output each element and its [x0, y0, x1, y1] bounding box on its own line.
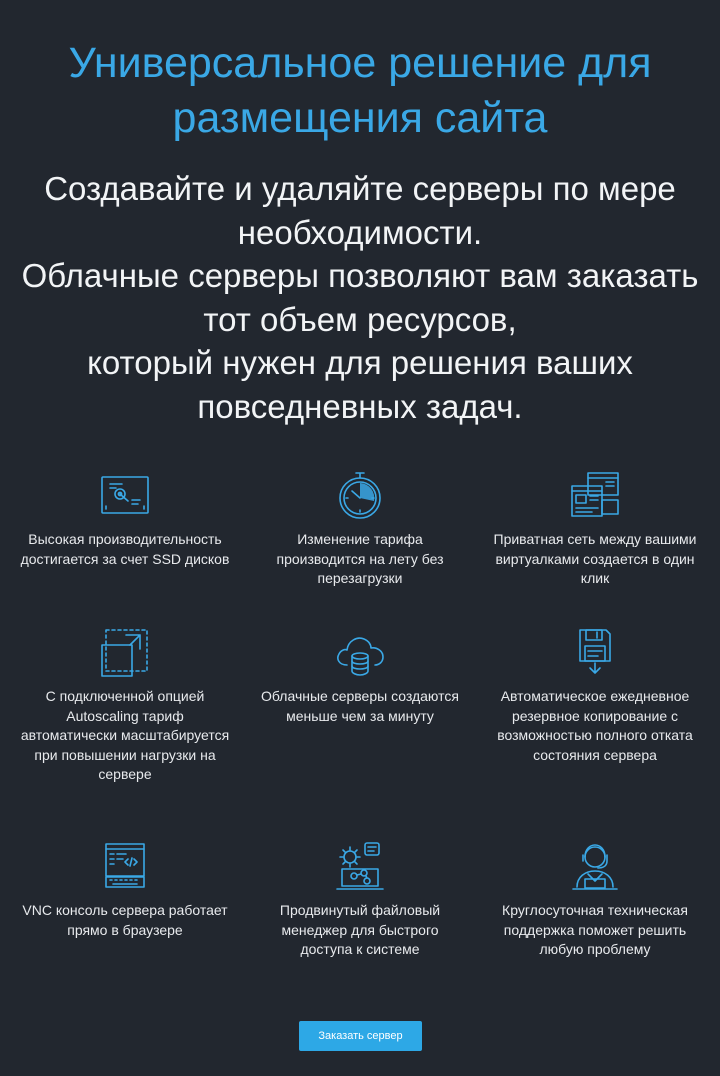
feature-autoscaling [5, 627, 245, 785]
feature-text: Облачные серверы создаются меньше чем за минуту [261, 688, 459, 724]
autoscale-resize-icon [98, 627, 152, 681]
feature-text: Круглосуточная техническая поддержка поможет решить любую проблему [502, 902, 688, 957]
order-server-button[interactable]: Заказать сервер [299, 1021, 422, 1051]
page-title: Универсальное решение для размещения сайта [68, 39, 652, 142]
stopwatch-icon [333, 470, 387, 524]
floppy-backup-icon [568, 627, 622, 681]
feature-text: Изменение тарифа производится на лету без перезагрузки [276, 531, 444, 586]
feature-support [475, 841, 715, 960]
feature-text: VNC консоль сервера работает прямо в браузере [22, 902, 228, 938]
feature-text: Приватная сеть между вашими виртуалками создается в один клик [493, 531, 697, 586]
feature-backup [475, 627, 715, 765]
feature-text: Высокая производительность достигается за счет SSD дисков [20, 531, 230, 567]
file-manager-gears-icon [333, 841, 387, 895]
cloud-database-icon [333, 627, 387, 681]
feature-file-manager [240, 841, 480, 960]
feature-private-network [475, 470, 715, 589]
feature-tariff [240, 470, 480, 589]
feature-vnc [5, 841, 245, 940]
hero-subtitle-line-2: Облачные серверы позволяют вам заказать тот объем ресурсов, [21, 257, 699, 338]
private-network-windows-icon [568, 470, 622, 524]
hero-subtitle-line-3: который нужен для решения ваших повседневных задач. [87, 344, 633, 425]
feature-text: С подключенной опцией Autoscaling тариф автоматически масштабируется при повышении нагрузки на сервере [20, 688, 230, 782]
vnc-console-keyboard-icon [98, 841, 152, 895]
hero-subtitle [0, 167, 720, 428]
feature-text: Автоматическое ежедневное резервное копирование с возможностью полного отката состояния сервера [497, 688, 693, 763]
feature-ssd [5, 470, 245, 569]
ssd-drive-icon [98, 470, 152, 524]
feature-fast-create [240, 627, 480, 726]
support-operator-icon [568, 841, 622, 895]
hero-subtitle-line-1: Создавайте и удаляйте серверы по мере необходимости. [44, 170, 676, 251]
feature-text: Продвинутый файловый менеджер для быстрого доступа к системе [279, 902, 441, 957]
